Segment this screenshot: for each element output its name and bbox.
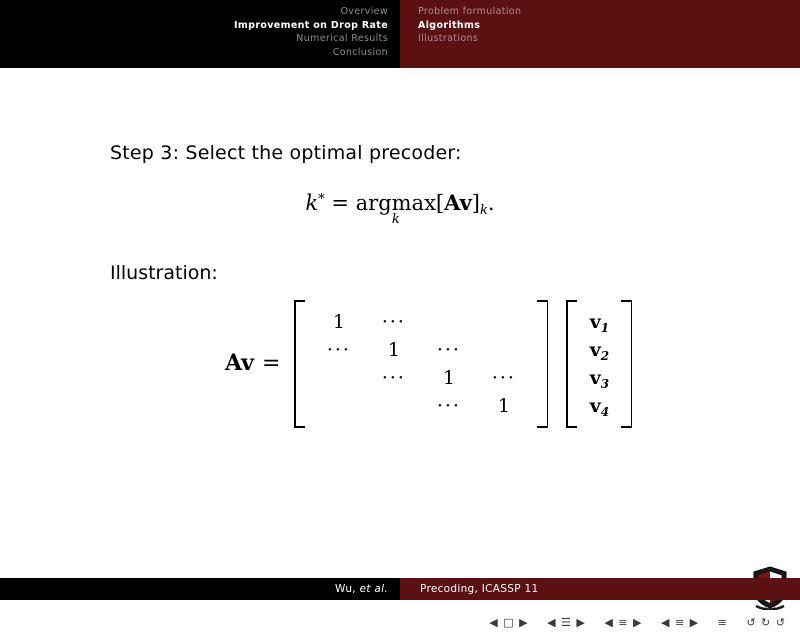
footer-author-name: Wu, [335,583,356,595]
matrix-cell: ··· [381,311,406,333]
matrix-cell [311,364,366,392]
equation-period: . [487,191,495,215]
nav-item-numerical-results[interactable]: Numerical Results [296,33,388,44]
svg-text:★ ★ ★: ★ ★ ★ [763,605,777,610]
beamer-navigation-bar[interactable] [0,616,800,640]
argmax-subscript: k [391,212,400,227]
nav-arrow-group-first-frame[interactable]: ◀ □ ▶ [489,616,529,629]
illustration-label: Illustration: [110,262,218,284]
vector-subscript: 4 [600,405,610,419]
nav-item-overview[interactable]: Overview [340,6,388,17]
vector-cell [581,364,617,392]
equation-matrix-symbol: Av [444,190,472,215]
vector-left-bracket [566,300,577,428]
matrix-lhs-symbol: Av [225,350,254,376]
footer-author [0,578,400,600]
footer-title: Precoding, ICASSP 11 [400,578,800,600]
slide-header [0,0,800,68]
argmax-operator-group [355,191,436,227]
matrix-cell [421,308,476,336]
vector-grid [577,300,621,428]
equation-lhs-symbol: k [305,191,319,215]
matrix-grid [305,300,537,428]
vector-cell [581,336,617,364]
nav-item-problem-formulation[interactable]: Problem formulation [418,6,522,17]
nav-arrow-group-document[interactable]: ≡ [717,616,728,629]
matrix-left-bracket [294,300,305,428]
vector-cell [581,308,617,336]
matrix-cell: 1 [387,339,400,361]
header-nav-sections [0,0,400,68]
matrix-cell: 1 [497,395,510,417]
matrix-cell [476,308,531,336]
matrix-cell: ··· [436,339,461,361]
matrix-right-bracket [537,300,548,428]
vector-symbol: v [589,367,601,389]
matrix-cell: 1 [442,367,455,389]
vector-right-bracket [621,300,632,428]
vector-symbol: v [589,311,601,333]
equation-bracket-open: [ [435,191,445,215]
vector-subscript: 2 [600,349,610,363]
matrix-illustration [225,300,632,428]
matrix-cell: ··· [491,367,516,389]
matrix-cell: 1 [332,311,345,333]
matrix-cell [311,392,366,420]
matrix-cell [366,392,421,420]
nav-arrow-group-back-forward[interactable]: ↺ ↻ ↺ [746,616,786,629]
matrix-cell [476,336,531,364]
vector-cell [581,392,617,420]
nav-item-algorithms[interactable]: Algorithms [418,19,481,31]
equation-bracket-close: ] [471,191,480,215]
vector-subscript: 3 [600,377,610,391]
footer-author-etal: et al. [359,583,388,595]
matrix-cell: ··· [436,395,461,417]
equation-rhs-subscript: k [479,203,488,218]
equation-lhs-superscript: * [318,192,325,207]
nav-item-conclusion[interactable]: Conclusion [332,46,388,58]
matrix-equals: = [261,350,281,376]
vector-illustration [566,300,632,428]
matrix-cell: ··· [326,339,351,361]
step-3-text: Step 3: Select the optimal precoder: [110,142,462,164]
nav-arrow-group-previous-slide[interactable]: ◀ ☰ ▶ [547,616,586,629]
nav-arrow-group-previous-subsection[interactable]: ◀ ≡ ▶ [604,616,643,629]
vector-symbol: v [589,339,601,361]
matrix-cell: ··· [381,367,406,389]
nav-arrow-group-next-subsection[interactable]: ◀ ≡ ▶ [660,616,700,629]
vector-symbol: v [589,395,601,417]
argmax-operator: argmax [355,191,436,215]
slide-footer [0,578,800,600]
vector-subscript: 1 [600,321,610,335]
optimal-precoder-equation [0,190,800,227]
nav-item-illustrations[interactable]: Illustrations [418,33,479,44]
equation-equals: = [331,191,349,215]
header-nav-subsections [400,0,800,68]
nav-item-improvement-on-drop-rate[interactable]: Improvement on Drop Rate [234,19,388,31]
